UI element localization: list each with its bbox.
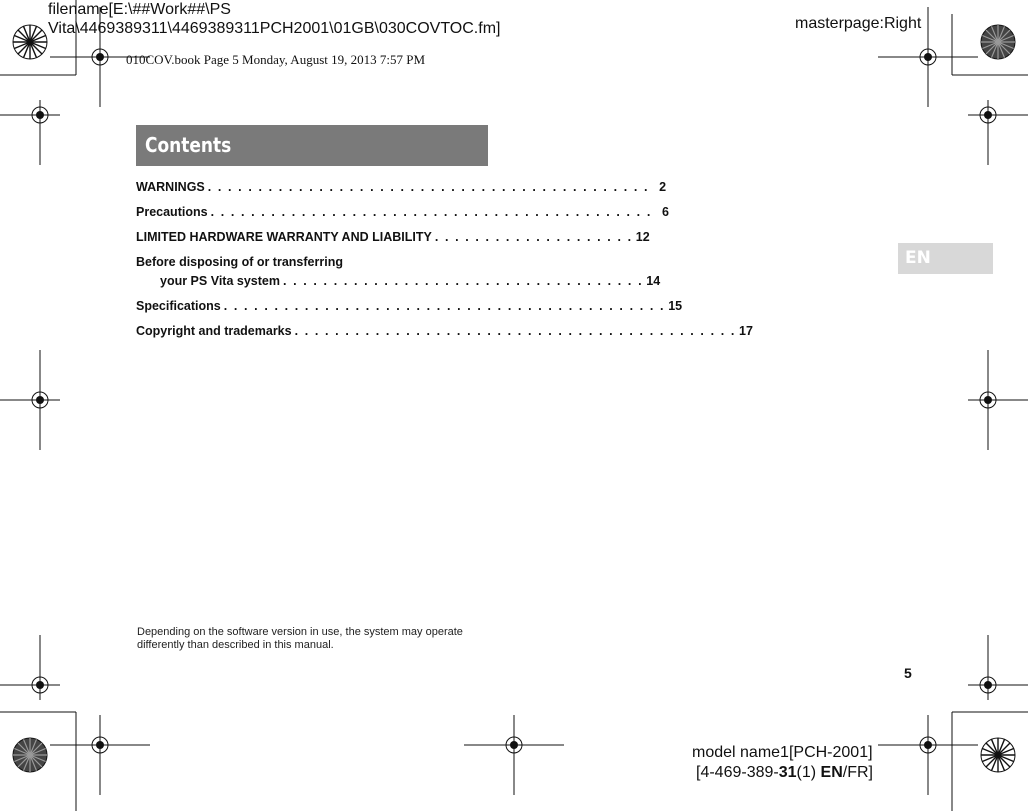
toc-entry-page: 17 <box>739 324 753 338</box>
registration-wheel-icon <box>981 25 1015 59</box>
toc-leader: . . . . . . . . . . . . . . . . . . . . . . . . . . . . . . . . . . . . . . . . . . . . <box>223 299 666 313</box>
filename-header <box>48 0 500 38</box>
toc-entry-line1[interactable] <box>136 255 488 269</box>
toc-entry-title: your PS Vita system <box>160 274 280 288</box>
filename-line1: filename[E:\##Work##\PS <box>48 1 231 18</box>
toc-entry-title: Precautions <box>136 205 208 219</box>
model-code-suffix: /FR] <box>842 764 873 781</box>
masterpage-label: masterpage:Right <box>795 15 922 32</box>
toc-entry-page: 2 <box>659 180 667 194</box>
toc-entry[interactable] <box>136 230 650 244</box>
toc-leader: . . . . . . . . . . . . . . . . . . . . <box>434 230 633 244</box>
toc-entry[interactable] <box>136 180 667 194</box>
toc-leader: . . . . . . . . . . . . . . . . . . . . . . . . . . . . . . . . . . . . . . . . . . . . <box>207 180 650 194</box>
language-tab-label: EN <box>905 248 931 268</box>
model-code-en: EN <box>820 764 843 781</box>
model-code-mid: (1) <box>796 764 821 781</box>
toc-leader: . . . . . . . . . . . . . . . . . . . . . . . . . . . . . . . . . . . . . . . . . . . . <box>210 205 652 219</box>
toc-entry-page: 15 <box>668 299 683 313</box>
toc-entry-title: Copyright and trademarks <box>136 324 292 338</box>
model-name: model name1[PCH-2001] <box>692 744 873 761</box>
toc-entry-page: 6 <box>661 205 669 219</box>
toc-entry[interactable] <box>136 274 661 288</box>
toc-leader: . . . . . . . . . . . . . . . . . . . . . . . . . . . . . . . . . . . . . . . . . . . . <box>294 324 736 338</box>
model-code-bold: 31 <box>778 764 797 781</box>
toc-entry-title: Before disposing of or transferring <box>136 255 343 269</box>
registration-wheel-icon <box>13 738 47 772</box>
toc-entry[interactable] <box>136 324 753 338</box>
registration-wheel-icon <box>13 25 47 59</box>
software-version-note: Depending on the software version in use, the system may operate differently than described in this manual. <box>137 626 463 651</box>
model-code <box>696 764 873 782</box>
page-number: 5 <box>904 665 912 681</box>
contents-title: Contents <box>145 133 232 157</box>
book-info: 010COV.book Page 5 Monday, August 19, 2013 7:57 PM <box>126 52 426 67</box>
toc-entry-page: 14 <box>646 274 661 288</box>
model-code-prefix: [4-469-389- <box>696 764 779 781</box>
toc-entry[interactable] <box>136 299 683 313</box>
filename-line2: Vita\4469389311\4469389311PCH2001\01GB\030COVTOC.fm] <box>48 20 501 37</box>
toc-entry[interactable] <box>136 205 669 219</box>
toc-entry-page: 12 <box>635 230 650 244</box>
toc-leader: . . . . . . . . . . . . . . . . . . . . . . . . . . . . . . . . . . . . <box>282 274 644 288</box>
toc-entry-title: Specifications <box>136 299 221 313</box>
toc-entry-title: WARNINGS <box>136 180 205 194</box>
toc-entry-title: LIMITED HARDWARE WARRANTY AND LIABILITY <box>136 230 432 244</box>
registration-wheel-icon <box>981 738 1015 772</box>
